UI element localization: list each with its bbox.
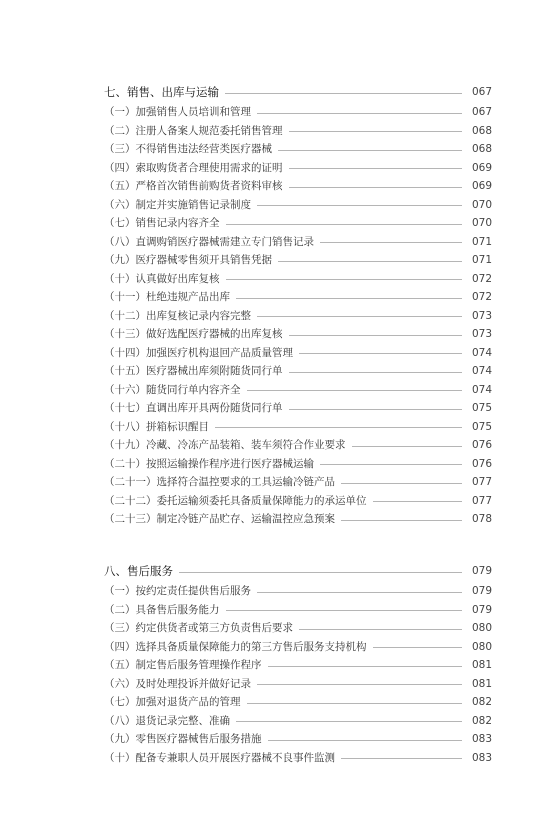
leader-line	[257, 205, 462, 206]
page-number: 074	[471, 365, 492, 377]
page-number: 080	[471, 622, 492, 634]
toc-entry-label: （十六）随货同行单内容齐全	[104, 383, 241, 396]
leader-line	[257, 684, 462, 685]
section-heading[interactable]	[104, 561, 492, 581]
toc-entry-label: （二十三）制定冷链产品贮存、运输温控应急预案	[104, 513, 335, 525]
page-number: 071	[471, 254, 492, 266]
toc-entry[interactable]	[104, 399, 492, 418]
toc-entry[interactable]	[104, 693, 492, 712]
leader-line	[247, 703, 463, 704]
toc-entry-label: （九）零售医疗器械售后服务措施	[104, 733, 262, 745]
toc-entry[interactable]	[104, 675, 492, 694]
toc-entry-label: （八）退货记录完整、准确	[104, 714, 230, 727]
page-number: 070	[471, 198, 492, 211]
toc-entry-label: （六）制定并实施销售记录制度	[104, 198, 251, 211]
section-heading[interactable]	[104, 82, 492, 102]
toc-entry[interactable]	[104, 436, 492, 455]
toc-entry-label: （十七）直调出库开具两份随货同行单	[104, 402, 283, 414]
toc-entry-label: （七）销售记录内容齐全	[104, 217, 220, 229]
toc-entry[interactable]	[104, 233, 492, 252]
toc-entry[interactable]	[104, 601, 492, 620]
toc-entry[interactable]	[104, 159, 492, 178]
page-number: 077	[471, 494, 492, 507]
page-number: 067	[471, 86, 492, 98]
page-number: 081	[471, 659, 492, 671]
page-number: 078	[471, 513, 492, 525]
toc-entry[interactable]	[104, 712, 492, 731]
page-number: 079	[471, 585, 492, 597]
leader-line	[236, 298, 462, 299]
toc-entry[interactable]	[104, 455, 492, 474]
toc-entry[interactable]	[104, 122, 492, 141]
toc-entry[interactable]	[104, 656, 492, 675]
page-number: 069	[471, 161, 492, 174]
page-number: 073	[471, 328, 492, 340]
page-number: 069	[471, 180, 492, 192]
page-number: 072	[471, 291, 492, 303]
leader-line	[215, 427, 462, 428]
leader-line	[236, 721, 462, 722]
leader-line	[225, 93, 462, 94]
toc-entry-label: （二十）按照运输操作程序进行医疗器械运输	[104, 457, 314, 470]
page-number: 083	[471, 751, 492, 764]
leader-line	[373, 647, 463, 648]
toc-entry-label: （十三）做好选配医疗器械的出库复核	[104, 328, 283, 340]
page-number: 074	[471, 346, 492, 359]
toc-entry-label: （二十一）选择符合温控要求的工具运输冷链产品	[104, 476, 335, 488]
toc-entry-label: （九）医疗器械零售须开具销售凭据	[104, 254, 272, 266]
toc-entry[interactable]	[104, 344, 492, 363]
toc-entry[interactable]	[104, 510, 492, 529]
toc-entry-label: （八）直调购销医疗器械需建立专门销售记录	[104, 235, 314, 248]
page-number: 079	[471, 565, 492, 577]
toc-entry-label: （十四）加强医疗机构退回产品质量管理	[104, 346, 293, 359]
leader-line	[299, 353, 462, 354]
toc-entry-label: （三）约定供货者或第三方负责售后要求	[104, 622, 293, 634]
section-title: 八、售后服务	[104, 564, 173, 578]
toc-entry[interactable]	[104, 381, 492, 400]
toc-entry[interactable]	[104, 418, 492, 437]
toc-entry[interactable]	[104, 473, 492, 492]
leader-line	[373, 501, 463, 502]
page-number: 070	[471, 217, 492, 229]
toc-entry[interactable]	[104, 307, 492, 326]
leader-line	[226, 279, 463, 280]
page-number: 081	[471, 677, 492, 690]
toc-entry[interactable]	[104, 325, 492, 344]
toc-entry-label: （六）及时处理投诉并做好记录	[104, 677, 251, 690]
leader-line	[289, 131, 463, 132]
page-number: 068	[471, 124, 492, 137]
page-number: 076	[471, 439, 492, 451]
toc-entry-label: （二）具备售后服务能力	[104, 603, 220, 616]
leader-line	[257, 592, 462, 593]
leader-line	[257, 113, 462, 114]
toc-entry[interactable]	[104, 214, 492, 233]
toc-entry-label: （十二）出库复核记录内容完整	[104, 309, 251, 322]
toc-entry-label: （十八）拼箱标识醒目	[104, 420, 209, 433]
toc-entry[interactable]	[104, 749, 492, 768]
leader-line	[226, 224, 463, 225]
leader-line	[289, 335, 463, 336]
leader-line	[299, 629, 462, 630]
leader-line	[226, 610, 463, 611]
leader-line	[341, 483, 462, 484]
toc-entry[interactable]	[104, 638, 492, 657]
toc-entry-label: （七）加强对退货产品的管理	[104, 696, 241, 708]
leader-line	[320, 464, 462, 465]
toc-entry-label: （二十二）委托运输须委托具备质量保障能力的承运单位	[104, 494, 367, 507]
leader-line	[289, 168, 463, 169]
leader-line	[278, 261, 462, 262]
toc-entry[interactable]	[104, 619, 492, 638]
toc-entry[interactable]	[104, 288, 492, 307]
leader-line	[179, 572, 462, 573]
leader-line	[341, 520, 462, 521]
toc-section-7	[104, 82, 492, 529]
page-number: 079	[471, 603, 492, 616]
page-number: 072	[471, 272, 492, 285]
leader-line	[289, 187, 463, 188]
toc-entry[interactable]	[104, 270, 492, 289]
page-number: 075	[471, 420, 492, 433]
page-number: 076	[471, 457, 492, 470]
toc-entry-label: （十一）杜绝违规产品出库	[104, 291, 230, 303]
toc-entry[interactable]	[104, 251, 492, 270]
toc-entry-label: （十）配备专兼职人员开展医疗器械不良事件监测	[104, 751, 335, 764]
toc-entry-label: （一）按约定责任提供售后服务	[104, 585, 251, 597]
toc-entry[interactable]	[104, 140, 492, 159]
toc-entry[interactable]	[104, 103, 492, 122]
toc-entry[interactable]	[104, 492, 492, 511]
page-number: 077	[471, 476, 492, 488]
toc-entry-label: （十）认真做好出库复核	[104, 272, 220, 285]
toc-entry-label: （二）注册人备案人规范委托销售管理	[104, 124, 283, 137]
toc-entry-label: （一）加强销售人员培训和管理	[104, 106, 251, 118]
leader-line	[268, 740, 463, 741]
leader-line	[341, 758, 462, 759]
page-number: 068	[471, 143, 492, 155]
page-number: 082	[471, 714, 492, 727]
toc-entry-label: （十五）医疗器械出库须附随货同行单	[104, 365, 283, 377]
toc-entry[interactable]	[104, 730, 492, 749]
toc-entry[interactable]	[104, 177, 492, 196]
page-number: 074	[471, 383, 492, 396]
leader-line	[289, 372, 463, 373]
leader-line	[278, 150, 462, 151]
page-number: 075	[471, 402, 492, 414]
leader-line	[320, 242, 462, 243]
leader-line	[268, 666, 463, 667]
toc-entry-label: （三）不得销售违法经营类医疗器械	[104, 143, 272, 155]
toc-entry-label: （四）索取购货者合理使用需求的证明	[104, 161, 283, 174]
page-number: 067	[471, 106, 492, 118]
toc-section-8	[104, 561, 492, 767]
toc-entry[interactable]	[104, 196, 492, 215]
page-number: 083	[471, 733, 492, 745]
page-number: 071	[471, 235, 492, 248]
page-number: 073	[471, 309, 492, 322]
toc-entry-label: （五）制定售后服务管理操作程序	[104, 659, 262, 671]
toc-entry[interactable]	[104, 582, 492, 601]
leader-line	[257, 316, 462, 317]
toc-entry-label: （五）严格首次销售前购货者资料审核	[104, 180, 283, 192]
leader-line	[352, 446, 463, 447]
section-title: 七、销售、出库与运输	[104, 85, 219, 99]
toc-entry-label: （十九）冷藏、冷冻产品装箱、装车须符合作业要求	[104, 439, 346, 451]
leader-line	[289, 409, 463, 410]
leader-line	[247, 390, 463, 391]
toc-entry[interactable]	[104, 362, 492, 381]
toc-entry-label: （四）选择具备质量保障能力的第三方售后服务支持机构	[104, 640, 367, 653]
page-number: 082	[471, 696, 492, 708]
page-number: 080	[471, 640, 492, 653]
